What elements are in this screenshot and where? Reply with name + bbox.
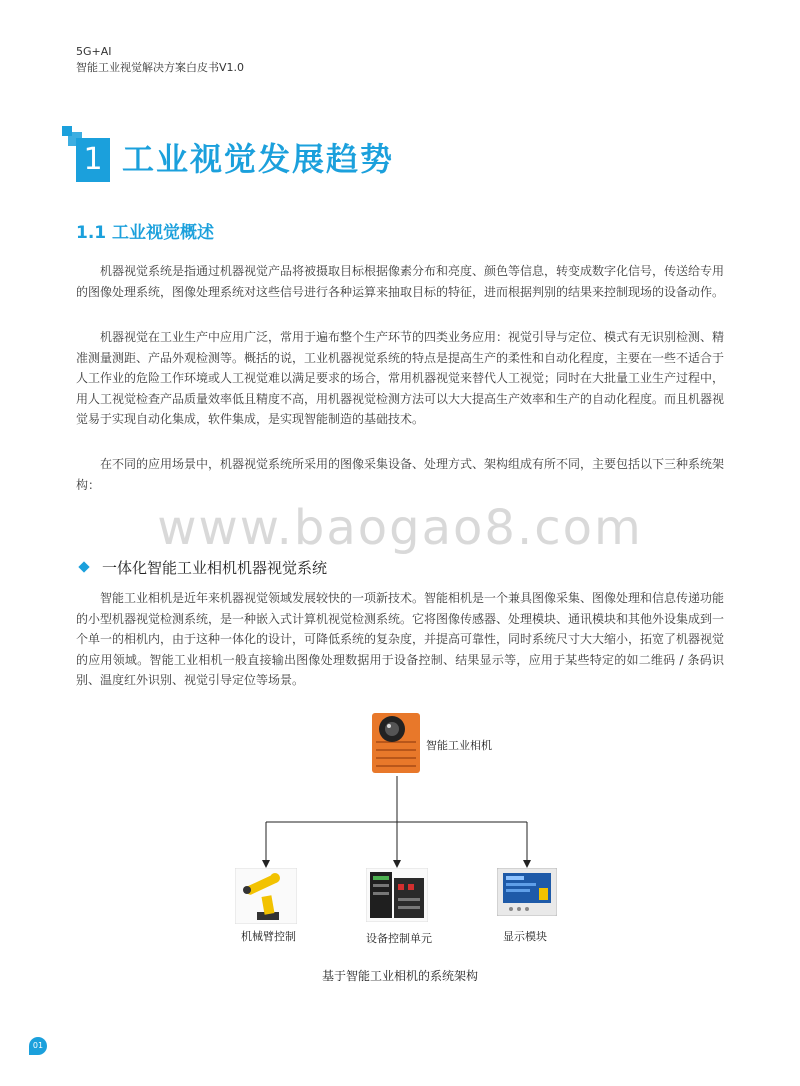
section-title: 1.1 工业视觉概述 — [76, 223, 215, 243]
node-label-display: 显示模块 — [503, 930, 547, 943]
subsection-paragraph: 智能工业相机是近年来机器视觉领域发展较快的一项新技术。智能相机是一个兼具图像采集、图像处理和信息传递功能的小型机器视觉检测系统，是一种嵌入式计算机视觉检测系统。它将图像传感器、处理模块、通讯模块和其他外设集成到一个单一的相机内，由于这种一体化的设计，可降低系统的复杂度，并提高可靠性，同时系统尺寸大大缩小，拓宽了机器视觉的应用领域。智能工业相机一般直接输出图像处理数据用于设备控制、结果显示等，应用于某些特定的如二维码 / 条码识别、温度红外识别、视觉引导定位等场景。 — [76, 591, 725, 687]
node-label-control-unit: 设备控制单元 — [366, 932, 432, 945]
paragraph-3: 在不同的应用场景中，机器视觉系统所采用的图像采集设备、处理方式、架构组成有所不同，主要包括以下三种系统架构： — [76, 457, 725, 492]
running-header — [76, 44, 244, 76]
header-line-2: 智能工业视觉解决方案白皮书V1.0 — [76, 61, 245, 74]
architecture-diagram — [0, 700, 800, 1000]
node-label-robot-arm: 机械臂控制 — [241, 930, 296, 943]
paragraph-1: 机器视觉系统是指通过机器视觉产品将被摄取目标根据像素分布和亮度、颜色等信息，转变成数字化信号，传送给专用的图像处理系统，图像处理系统对这些信号进行各种运算来抽取目标的特征，进而根据判别的结果来控制现场的设备动作。 — [76, 264, 725, 299]
display-module-icon — [497, 868, 557, 916]
camera-label: 智能工业相机 — [426, 739, 492, 752]
chapter-title: 工业视觉发展趋势 — [122, 140, 395, 178]
watermark: www.baogao8.com — [157, 500, 643, 556]
chapter-heading — [62, 126, 662, 196]
robot-arm-icon — [235, 868, 297, 924]
control-unit-icon — [366, 868, 428, 922]
subsection-title-text: 一体化智能工业相机机器视觉系统 — [102, 559, 328, 577]
page-number: 01 — [29, 1037, 47, 1055]
diamond-bullet-icon — [78, 561, 89, 572]
paragraph-2: 机器视觉在工业生产中应用广泛，常用于遍布整个生产环节的四类业务应用：视觉引导与定位、模式有无识别检测、精准测量测距、产品外观检测等。概括的说，工业机器视觉系统的特点是提高生产的柔性和自动化程度，主要在一些不适合于人工作业的危险工作环境或人工视觉难以满足要求的场合，常用机器视觉来替代人工视觉；同时在大批量工业生产过程中，用人工视觉检查产品质量效率低且精度不高，用机器视觉检测方法可以大大提高生产效率和生产的自动化程度。而且机器视觉易于实现自动化集成，软件集成，是实现智能制造的基础技术。 — [76, 330, 725, 426]
header-line-1: 5G+AI — [76, 45, 112, 58]
chapter-number: 1 — [76, 138, 110, 182]
subsection-title — [80, 557, 327, 578]
figure-caption: 基于智能工业相机的系统架构 — [321, 969, 478, 983]
industrial-camera-icon — [370, 711, 422, 775]
